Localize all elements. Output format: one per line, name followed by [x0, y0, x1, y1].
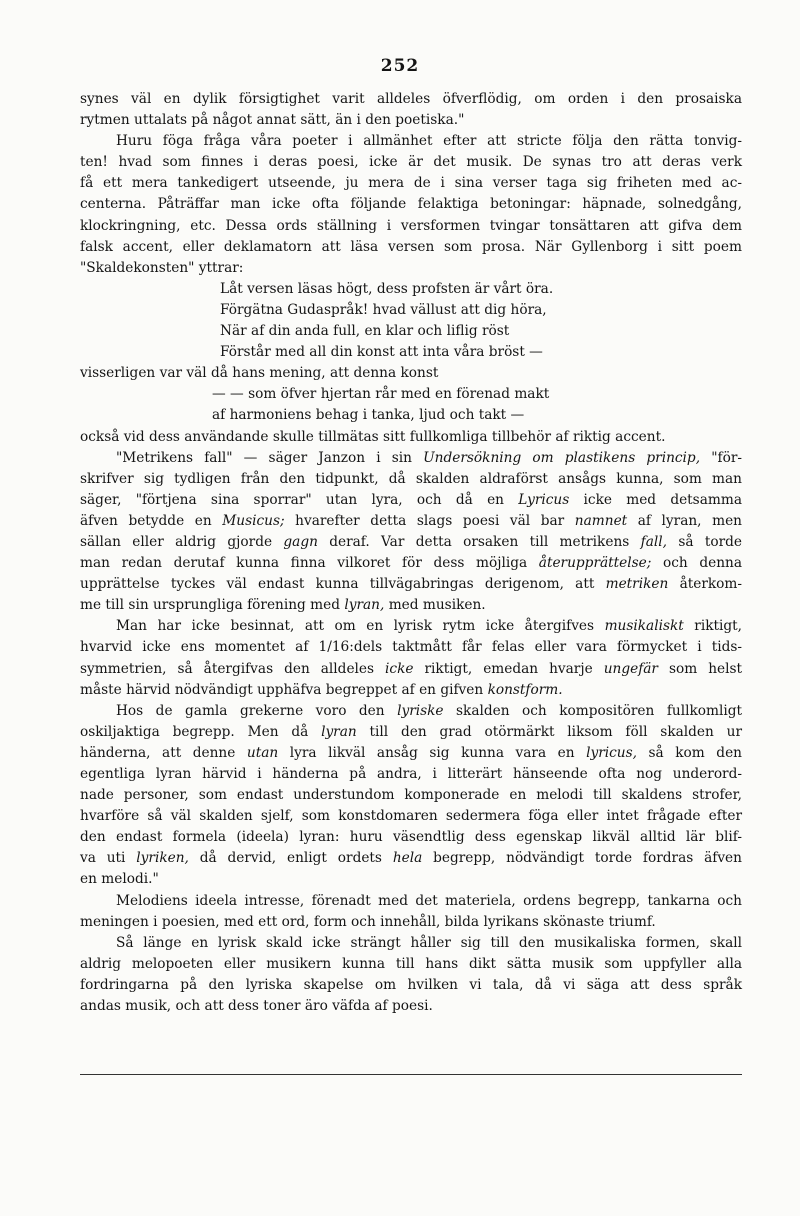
text-line: Man har icke besinnat, att om en lyrisk rytm icke återgifves musikaliskt riktigt, [116, 618, 743, 635]
text-line: meningen i poesien, med ett ord, form och innehåll, bilda lyrikans skönaste triumf. [80, 913, 656, 930]
text-line: aldrig melopoeten eller musikern kunna till hans dikt sätta musik som uppfyller alla [80, 955, 742, 972]
text-line: "Skaldekonsten" yttrar: [80, 259, 244, 276]
text-line: också vid dess användande skulle tillmätas sitt fullkomliga tillbehör af riktig accent. [80, 428, 666, 445]
text-line: man redan derutaf kunna finna vilkoret för dess möjliga återupprättelse; och denna [80, 555, 742, 572]
bottom-rule [80, 1074, 742, 1075]
text-line: få ett mera tankedigert utseende, ju mera de i sina verser taga sig friheten med ac- [80, 175, 742, 192]
text-line: Huru föga fråga våra poeter i allmänhet efter att stricte följa den rätta tonvig- [116, 133, 742, 150]
text-line: en melodi." [80, 871, 159, 888]
text-line: oskiljaktiga begrepp. Men då lyran till den grad otörmärkt liksom föll skalden ur [80, 723, 742, 740]
text-line: skrifver sig tydligen från den tidpunkt, då skalden aldraförst ansågs kunna, som man [80, 470, 742, 487]
text-line: nade personer, som endast understundom komponerade en melodi till skaldens strofer, [80, 787, 742, 804]
body-text [80, 89, 742, 1017]
page-number: 252 [380, 56, 420, 76]
text-line: symmetrien, så återgifvas den alldeles icke riktigt, emedan hvarje ungefär som helst [80, 660, 743, 677]
text-line: visserligen var väl då hans mening, att denna konst [80, 365, 439, 382]
text-line: egentliga lyran härvid i händerna på andra, i litterärt hänseende ofta nog underord- [80, 766, 742, 782]
text-line: hvarföre så väl skalden sjelf, som konstdomaren sedermera föga eller intet frågade efter [80, 808, 742, 825]
text-line: måste härvid nödvändigt upphäfva begreppet af en gifven konstform. [80, 681, 563, 698]
text-line: Melodiens ideela intresse, förenadt med det materiela, ordens begrepp, tankarna och [116, 892, 742, 909]
text-line: va uti lyriken, då dervid, enligt ordets hela begrepp, nödvändigt torde fordras äfven [80, 850, 742, 867]
text-line: andas musik, och att dess toner äro väfda af poesi. [80, 998, 433, 1015]
text-line: Hos de gamla grekerne voro den lyriske skalden och kompositören fullkomligt [116, 702, 742, 719]
text-line: "Metrikens fall" — säger Janzon i sin Undersökning om plastikens princip, "för- [116, 449, 742, 466]
text-line: centerna. Påträffar man icke ofta följande felaktiga betoningar: häpnade, solnedgång, [80, 196, 742, 213]
text-line: falsk accent, eller deklamatorn att läsa versen som prosa. När Gyllenborg i sitt poem [80, 238, 742, 255]
text-line: upprättelse tyckes väl endast kunna tillvägabringas derigenom, att metriken återkom- [80, 576, 743, 593]
verse-line: När af din anda full, en klar och liflig röst [220, 323, 510, 340]
text-line: Så länge en lyrisk skald icke strängt håller sig till den musikaliska formen, skall [116, 934, 742, 951]
text-line: säger, "förtjena sina sporrar" utan lyra, och då en Lyricus icke med detsamma [80, 491, 742, 508]
text-line: ten! hvad som finnes i deras poesi, icke är det musik. De synas tro att deras verk [80, 154, 742, 171]
text-line: händerna, att denne utan lyra likväl ansåg sig kunna vara en lyricus, så kom den [80, 744, 742, 761]
verse-line: Förstår med all din konst att inta våra bröst — [220, 344, 543, 361]
text-line: me till sin ursprungliga förening med lyran, med musiken. [80, 597, 486, 614]
text-line: rytmen uttalats på något annat sätt, än i den poetiska." [80, 112, 465, 129]
text-line: äfven betydde en Musicus; hvarefter detta slags poesi väl bar namnet af lyran, men [80, 512, 742, 529]
text-line: fordringarna på den lyriska skapelse om hvilken vi tala, då vi säga att dess språk [80, 976, 742, 993]
verse-line: Låt versen läsas högt, dess profsten är vårt öra. [220, 280, 554, 297]
verse-line: af harmoniens behag i tanka, ljud och takt — [212, 407, 525, 424]
text-line: klockringning, etc. Dessa ords ställning i versformen tvingar tonsättaren att gifva dem [80, 217, 742, 234]
verse-line: — — som öfver hjertan rår med en förenad makt [212, 386, 550, 403]
text-line: synes väl en dylik försigtighet varit alldeles öfverflödig, om orden i den prosaiska [80, 91, 742, 107]
text-line: sällan eller aldrig gjorde gagn deraf. Var detta orsaken till metrikens fall, så torde [80, 533, 742, 550]
text-line: den endast formela (ideela) lyran: huru väsendtlig dess egenskap likväl alltid lär blif- [80, 829, 742, 846]
text-line: hvarvid icke ens momentet af 1/16:dels taktmått får felas eller vara förmycket i tids- [80, 639, 742, 656]
verse-line: Förgätna Gudaspråk! hvad vällust att dig höra, [220, 301, 547, 318]
